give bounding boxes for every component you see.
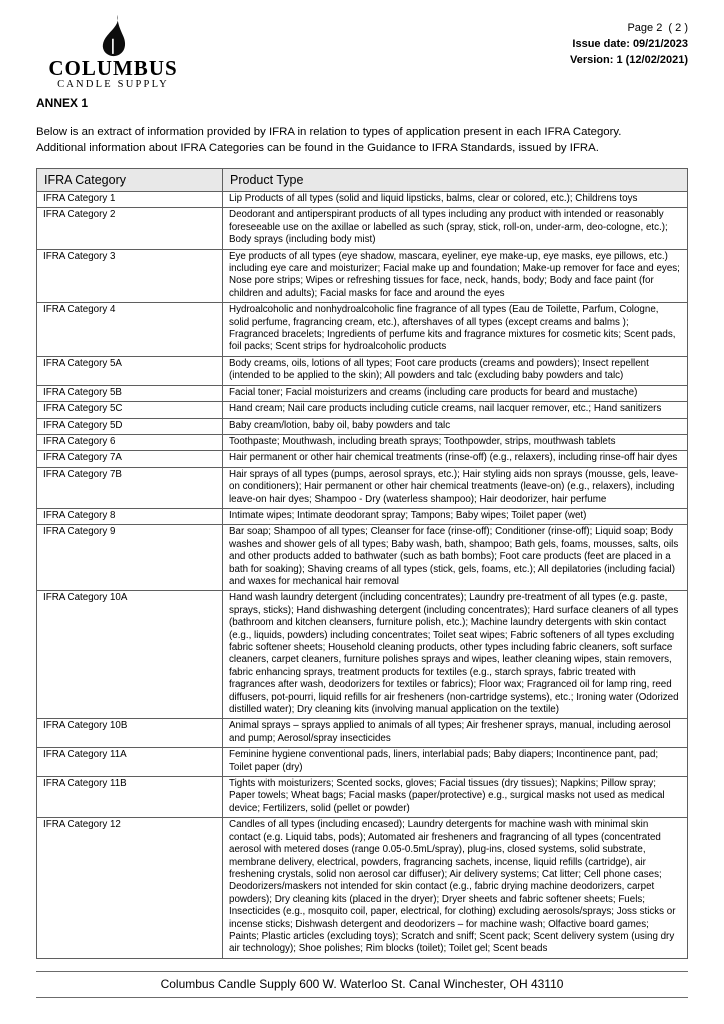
category-cell: IFRA Category 10A [37, 591, 223, 719]
table-row [37, 508, 688, 524]
category-cell: IFRA Category 11A [37, 748, 223, 777]
version-label: Version: 1 (12/02/2021) [569, 54, 688, 66]
annex-title: ANNEX 1 [36, 96, 89, 110]
table-row [37, 418, 688, 434]
product-type-cell: Hair sprays of all types (pumps, aerosol sprays, etc.); Hair styling aids non sprays (mousse, gels, leave-on conditioners); Hair permanent or other hair chemical treatments (leave-on) (e.g., relaxers), including leave-on hair dyes; Shampoo - Dry (waterless shampoo); Hair deodorizer, hair perfume [223, 467, 688, 508]
product-type-cell: Baby cream/lotion, baby oil, baby powders and talc [223, 418, 688, 434]
logo-wordmark: COLUMBUS [48, 56, 178, 80]
table-row [37, 777, 688, 818]
category-cell: IFRA Category 7A [37, 451, 223, 467]
category-cell: IFRA Category 3 [37, 249, 223, 303]
table-row [37, 385, 688, 401]
product-type-cell: Feminine hygiene conventional pads, liners, interlabial pads; Baby diapers; Incontinence pant, pad; Toilet paper (dry) [223, 748, 688, 777]
product-type-cell: Intimate wipes; Intimate deodorant spray; Tampons; Baby wipes; Toilet paper (wet) [223, 508, 688, 524]
category-cell: IFRA Category 1 [37, 192, 223, 208]
product-type-cell: Toothpaste; Mouthwash, including breath sprays; Toothpowder, strips, mouthwash tablets [223, 434, 688, 450]
category-cell: IFRA Category 5D [37, 418, 223, 434]
table-row [37, 719, 688, 748]
category-cell: IFRA Category 9 [37, 525, 223, 591]
product-type-cell: Hair permanent or other hair chemical treatments (rinse-off) (e.g., relaxers), including rinse-off hair dyes [223, 451, 688, 467]
product-type-cell: Animal sprays – sprays applied to animals of all types; Air freshener sprays, manual, including aerosol and pump; Aerosol/spray insecticides [223, 719, 688, 748]
table-row [37, 591, 688, 719]
table-row [37, 356, 688, 385]
header-meta [570, 14, 688, 68]
company-logo [48, 14, 178, 90]
table-header-row [37, 169, 688, 192]
product-type-cell: Candles of all types (including encased); Laundry detergents for machine wash with minimal skin contact (e.g. Liquid tabs, pods); Automated air fresheners and fragrancing of all types (concentrated aerosol with metered doses (range 0.05-0.5mL/spray), plug-ins, closed systems, solid substrate, membrane delivery, electrical, powders, fragrancing sachets, incense, liquid refills (cartridge), air freshening crystals, solid non aerosol car diffuser); Air delivery systems; Cat litter; Cell phone cases; Deodorizers/maskers not intended for skin contact (e.g., fabric drying machine deodorizers, carpet powders); Dry cleaning kits (placed in the dryer); Dryer sheets and fabric softener sheets; Fuels; Insecticides (e.g., mosquito coil, paper, electrical, for clothing) excluding aerosols/sprays; Joss sticks or incense sticks; Dishwash detergent and deodorizers – for machine wash; Olfactive board games; Paints; Plastic articles (excluding toys); Scratch and sniff; Scent pack; Scent delivery system (using dry air technology); Shoe polishes; Rim blocks (toilet); Toilet gel; Scent beads [223, 818, 688, 958]
product-type-cell: Eye products of all types (eye shadow, mascara, eyeliner, eye make-up, eye masks, eye pillows, etc.) including eye care and moisturizer; Facial make up and foundation; Make-up remover for face and eyes; Nose pore strips; Wipes or refreshing tissues for face, neck, hands, body; Body and face paint (for children and adults); Facial masks for face and around the eyes [223, 249, 688, 303]
category-cell: IFRA Category 8 [37, 508, 223, 524]
product-type-cell: Lip Products of all types (solid and liquid lipsticks, balms, clear or colored, etc.); Childrens toys [223, 192, 688, 208]
category-cell: IFRA Category 6 [37, 434, 223, 450]
table-row [37, 208, 688, 249]
product-type-cell: Deodorant and antiperspirant products of all types including any product with intended or reasonably foreseeable use on the axillae or labelled as such (spray, stick, roll-on, under-arm, deo-cologne, etc.); Body sprays (including body mist) [223, 208, 688, 249]
table-row [37, 249, 688, 303]
table-row [37, 467, 688, 508]
category-cell: IFRA Category 12 [37, 818, 223, 958]
ifra-category-table [36, 168, 688, 959]
category-cell: IFRA Category 11B [37, 777, 223, 818]
product-type-cell: Tights with moisturizers; Scented socks, gloves; Facial tissues (dry tissues); Napkins; Pillow spray; Paper towels; Wheat bags; Facial masks (paper/protective) e.g., surgical masks not used as medical device; Fertilizers, solid (pellet or powder) [223, 777, 688, 818]
category-cell: IFRA Category 10B [37, 719, 223, 748]
page-footer [36, 971, 688, 998]
table-row [37, 192, 688, 208]
product-type-cell: Facial toner; Facial moisturizers and creams (including care products for beard and mustache) [223, 385, 688, 401]
table-row [37, 748, 688, 777]
product-type-cell: Bar soap; Shampoo of all types; Cleanser for face (rinse-off); Conditioner (rinse-off); Liquid soap; Body washes and shower gels of all types; Baby wash, bath, shampoo; Bath gels, foams, mousses, salts, oils and other products added to bathwater (such as bath bombs); Foot care products (feet are placed in a bath for soaking); Shaving creams of all types (stick, gels, foams, etc.); All depilatories (including facial) and waxes for mechanical hair removal [223, 525, 688, 591]
table-row [37, 451, 688, 467]
logo-subtitle: CANDLE SUPPLY [57, 79, 169, 90]
category-cell: IFRA Category 5B [37, 385, 223, 401]
column-header-ifra-category: IFRA Category [37, 169, 223, 192]
product-type-cell: Hand wash laundry detergent (including concentrates); Laundry pre-treatment of all types (e.g. paste, sprays, sticks); Hand dishwashing detergent (including concentrates); Hard surface cleaners of all types (bathroom and kitchen cleansers, furniture polish, etc.); Machine laundry detergents with skin contact (e.g., liquids, powders) including concentrates; Toilet seat wipes; Fabric softeners of all types excluding fabric softener sheets; Household cleaning products, other types including fabric cleaners, soft surface cleaners, carpet cleaners, furniture polishes sprays and wipes, leather cleaning wipes, stain removers, fabric enhancing sprays, treatment products for textiles (e.g., starch sprays, fabric treated with fragrances after wash, deodorizers for textiles or fabrics); Floor wax; Fragranced oil for lamp ring, reed diffusers, pot-pourri, liquid refills for air fresheners (non-cartridge systems), etc.; Ironing water (Odorized distilled water); Dry cleaning kits (involving manual application on the textile) [223, 591, 688, 719]
page-header [36, 14, 688, 90]
table-row [37, 818, 688, 958]
table-row [37, 402, 688, 418]
flame-icon [92, 14, 133, 58]
issue-date: Issue date: 09/21/2023 [572, 38, 688, 50]
table-row [37, 303, 688, 357]
product-type-cell: Body creams, oils, lotions of all types; Foot care products (creams and powders); Insect repellent (intended to be applied to the skin); All powders and talc (excluding baby powders and talc) [223, 356, 688, 385]
footer-address: Columbus Candle Supply 600 W. Waterloo St. Canal Winchester, OH 43110 [160, 977, 564, 991]
column-header-product-type: Product Type [223, 169, 688, 192]
product-type-cell: Hydroalcoholic and nonhydroalcoholic fine fragrance of all types (Eau de Toilette, Parfum, Cologne, solid perfume, fragrancing cream, etc.), aftershaves of all types (except creams and balms ); Fragranced bracelets; Ingredients of perfume kits and fragrance mixtures for cosmetic kits; Scent pads, foil packs; Scent strips for hydroalcoholic products [223, 303, 688, 357]
intro-paragraph: Below is an extract of information provided by IFRA in relation to types of application present in each IFRA Category. Additional information about IFRA Categories can be found in the Guidance to IFRA Standards, issued by IFRA. [36, 126, 622, 154]
category-cell: IFRA Category 5A [37, 356, 223, 385]
category-cell: IFRA Category 4 [37, 303, 223, 357]
product-type-cell: Hand cream; Nail care products including cuticle creams, nail lacquer remover, etc.; Hand sanitizers [223, 402, 688, 418]
page-number: Page 2 ( 2 ) [627, 22, 688, 34]
category-cell: IFRA Category 2 [37, 208, 223, 249]
table-row [37, 434, 688, 450]
category-cell: IFRA Category 7B [37, 467, 223, 508]
table-row [37, 525, 688, 591]
category-cell: IFRA Category 5C [37, 402, 223, 418]
